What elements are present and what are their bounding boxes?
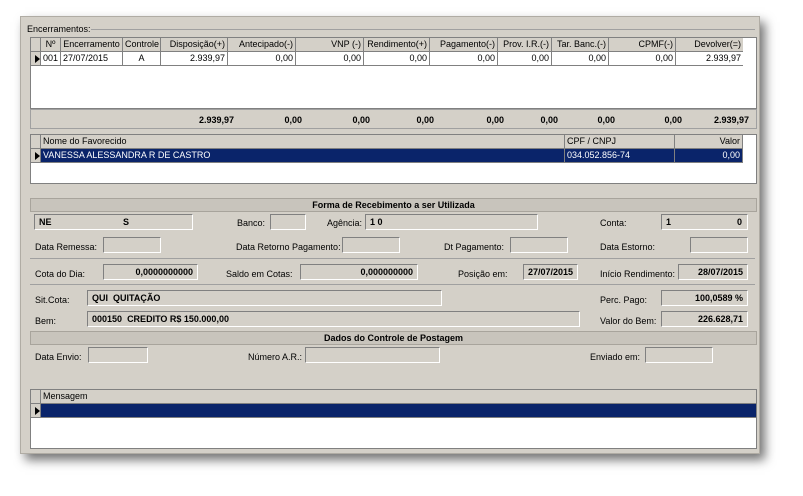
saldo-cotas-field[interactable]: 0,000000000 xyxy=(300,264,418,280)
col-antecipado[interactable]: Antecipado(-) xyxy=(228,38,296,52)
current-row-icon xyxy=(31,52,41,66)
col-cpf-cnpj[interactable]: CPF / CNPJ xyxy=(565,135,675,149)
cota-dia-label: Cota do Dia: xyxy=(35,269,86,279)
cell-num[interactable]: 001 xyxy=(41,52,61,66)
data-retorno-field[interactable] xyxy=(342,237,400,253)
current-row-icon xyxy=(31,149,41,163)
ne-value: NE xyxy=(39,217,52,227)
posicao-label: Posição em: xyxy=(458,269,508,279)
enviado-em-label: Enviado em: xyxy=(590,352,641,362)
mensagem-header xyxy=(31,390,756,404)
encerramentos-title: Encerramentos: xyxy=(27,24,91,34)
inicio-rendimento-field[interactable]: 28/07/2015 xyxy=(678,264,748,280)
table-row[interactable] xyxy=(31,149,743,163)
conta-field[interactable] xyxy=(661,214,748,230)
conta-a: 1 xyxy=(666,217,672,227)
cell-devolver[interactable]: 2.939,97 xyxy=(676,52,743,66)
data-envio-label: Data Envio: xyxy=(35,352,82,362)
perc-pago-field[interactable]: 100,0589 % xyxy=(661,290,748,306)
banco-label: Banco: xyxy=(237,218,266,228)
row-indicator-header xyxy=(31,390,41,404)
col-nome-favorecido[interactable]: Nome do Favorecido xyxy=(41,135,565,149)
data-estorno-field[interactable] xyxy=(690,237,748,253)
posicao-field[interactable]: 27/07/2015 xyxy=(523,264,578,280)
favorecido-header xyxy=(31,135,743,149)
cell-pagamento[interactable]: 0,00 xyxy=(430,52,498,66)
total-pagamento: 0,00 xyxy=(486,115,504,125)
numero-ar-label: Número A.R.: xyxy=(248,352,303,362)
data-remessa-label: Data Remessa: xyxy=(35,242,98,252)
col-mensagem[interactable]: Mensagem xyxy=(41,390,756,404)
sit-cota-field[interactable] xyxy=(87,290,442,306)
cell-nome-favorecido[interactable]: VANESSA ALESSANDRA R DE CASTRO xyxy=(41,149,565,163)
cell-antecipado[interactable]: 0,00 xyxy=(228,52,296,66)
mensagem-grid[interactable] xyxy=(30,389,757,449)
data-estorno-label: Data Estorno: xyxy=(600,242,656,252)
postagem-header: Dados do Controle de Postagem xyxy=(30,331,757,345)
conta-b: 0 xyxy=(736,217,742,227)
bem-field[interactable] xyxy=(87,311,580,327)
col-tar-banc[interactable]: Tar. Banc.(-) xyxy=(552,38,609,52)
col-vnp[interactable]: VNP (-) xyxy=(296,38,364,52)
row-indicator-header xyxy=(31,135,41,149)
current-row-icon xyxy=(31,404,41,418)
col-valor[interactable]: Valor xyxy=(675,135,743,149)
col-num[interactable]: Nº xyxy=(41,38,61,52)
total-antecipado: 0,00 xyxy=(284,115,302,125)
col-encerramento[interactable]: Encerramento xyxy=(61,38,123,52)
enviado-em-field[interactable] xyxy=(645,347,713,363)
cell-disposicao[interactable]: 2.939,97 xyxy=(161,52,228,66)
agencia-label: Agência: xyxy=(327,218,363,228)
cota-dia-field[interactable]: 0,0000000000 xyxy=(103,264,198,280)
favorecido-grid[interactable] xyxy=(30,134,757,184)
main-window xyxy=(20,16,760,454)
total-cpmf: 0,00 xyxy=(664,115,682,125)
cell-vnp[interactable]: 0,00 xyxy=(296,52,364,66)
col-pagamento[interactable]: Pagamento(-) xyxy=(430,38,498,52)
total-tar-banc: 0,00 xyxy=(597,115,615,125)
col-prov-ir[interactable]: Prov. I.R.(-) xyxy=(498,38,552,52)
inicio-rendimento-label: Início Rendimento: xyxy=(600,269,676,279)
col-controle[interactable]: Controle xyxy=(123,38,161,52)
row-indicator-header xyxy=(31,38,41,52)
group-divider xyxy=(91,29,755,30)
total-devolver: 2.939,97 xyxy=(713,115,749,125)
banco-field[interactable] xyxy=(270,214,306,230)
encerramentos-grid[interactable] xyxy=(30,37,757,109)
perc-pago-label: Perc. Pago: xyxy=(600,295,648,305)
sit-cota-value: QUITAÇÃO xyxy=(113,293,161,303)
cell-prov-ir[interactable]: 0,00 xyxy=(498,52,552,66)
valor-bem-label: Valor do Bem: xyxy=(600,316,657,326)
table-row[interactable] xyxy=(31,404,756,418)
s-value: S xyxy=(123,217,130,227)
col-rendimento[interactable]: Rendimento(+) xyxy=(364,38,430,52)
cell-tar-banc[interactable]: 0,00 xyxy=(552,52,609,66)
total-prov-ir: 0,00 xyxy=(540,115,558,125)
saldo-cotas-label: Saldo em Cotas: xyxy=(226,269,293,279)
conta-label: Conta: xyxy=(600,218,627,228)
dt-pagamento-label: Dt Pagamento: xyxy=(444,242,505,252)
sit-cota-code: QUI xyxy=(92,293,109,303)
cell-cpf-cnpj[interactable]: 034.052.856-74 xyxy=(565,149,675,163)
cell-cpmf[interactable]: 0,00 xyxy=(609,52,676,66)
cell-mensagem[interactable] xyxy=(41,404,756,418)
col-cpmf[interactable]: CPMF(-) xyxy=(609,38,676,52)
bem-value: CREDITO R$ 150.000,00 xyxy=(127,314,229,324)
numero-ar-field[interactable] xyxy=(305,347,440,363)
valor-bem-field[interactable]: 226.628,71 xyxy=(661,311,748,327)
cell-controle[interactable]: A xyxy=(123,52,161,66)
bem-label: Bem: xyxy=(35,316,57,326)
divider xyxy=(30,258,755,259)
totals-bar xyxy=(30,109,757,129)
table-row[interactable] xyxy=(31,52,743,66)
total-disposicao: 2.939,97 xyxy=(198,115,234,125)
divider xyxy=(30,284,755,285)
data-retorno-label: Data Retorno Pagamento: xyxy=(236,242,341,252)
agencia-field[interactable]: 1 0 xyxy=(365,214,538,230)
cell-encerramento[interactable]: 27/07/2015 xyxy=(61,52,123,66)
col-devolver[interactable]: Devolver(=) xyxy=(676,38,743,52)
total-vnp: 0,00 xyxy=(352,115,370,125)
dt-pagamento-field[interactable] xyxy=(510,237,568,253)
total-rendimento: 0,00 xyxy=(416,115,434,125)
data-remessa-field[interactable] xyxy=(103,237,161,253)
bem-code: 000150 xyxy=(92,314,123,324)
data-envio-field[interactable] xyxy=(88,347,148,363)
sit-cota-label: Sit.Cota: xyxy=(35,295,70,305)
forma-recebimento-header: Forma de Recebimento a ser Utilizada xyxy=(30,198,757,212)
ne-field[interactable] xyxy=(34,214,193,230)
encerramentos-header xyxy=(31,38,743,52)
cell-rendimento[interactable]: 0,00 xyxy=(364,52,430,66)
cell-valor[interactable]: 0,00 xyxy=(675,149,743,163)
col-disposicao[interactable]: Disposição(+) xyxy=(161,38,228,52)
